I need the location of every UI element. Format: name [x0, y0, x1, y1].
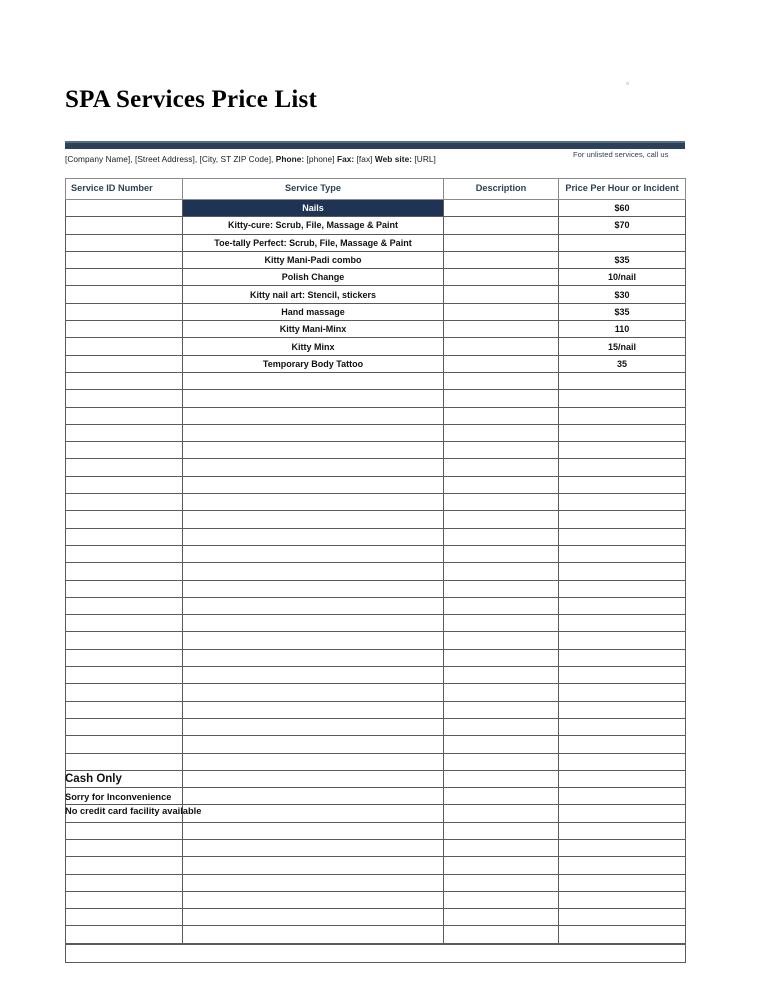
footer-line-1: Sorry for Inconvenience: [65, 792, 172, 802]
cell-empty[interactable]: [183, 528, 444, 545]
cell-empty[interactable]: [66, 701, 183, 718]
cell-empty[interactable]: [66, 909, 183, 926]
cell-empty[interactable]: [66, 632, 183, 649]
cell-empty[interactable]: [183, 926, 444, 944]
cell-description[interactable]: [444, 286, 559, 303]
cell-empty[interactable]: [559, 494, 686, 511]
cell-empty[interactable]: [183, 909, 444, 926]
cell-empty[interactable]: [66, 580, 183, 597]
cell-id[interactable]: [66, 338, 183, 355]
footer-line-2: No credit card facility available: [65, 806, 202, 816]
cell-empty[interactable]: [183, 788, 444, 805]
table-row-empty[interactable]: [66, 857, 686, 874]
phone-value: [phone]: [306, 154, 335, 164]
cell-empty[interactable]: [444, 909, 559, 926]
cell-price[interactable]: $70: [559, 217, 686, 234]
website-value: [URL]: [414, 154, 436, 164]
cell-empty[interactable]: [444, 736, 559, 753]
table-row-empty[interactable]: [66, 909, 686, 926]
cell-description[interactable]: [444, 234, 559, 251]
price-list-table: [65, 178, 686, 963]
table-row-empty[interactable]: [66, 528, 686, 545]
cell-empty[interactable]: [444, 718, 559, 735]
cell-description[interactable]: [444, 200, 559, 217]
cell-empty[interactable]: [183, 770, 444, 787]
cell-empty[interactable]: [183, 736, 444, 753]
table-row-empty[interactable]: [66, 545, 686, 562]
table-row-empty[interactable]: [66, 684, 686, 701]
cell-empty[interactable]: [66, 494, 183, 511]
cell-type[interactable]: Polish Change: [183, 269, 444, 286]
table-row-empty[interactable]: [66, 736, 686, 753]
cell-empty[interactable]: [66, 528, 183, 545]
fax-value: [fax]: [356, 154, 373, 164]
column-header-service-id: Service ID Number: [66, 179, 183, 200]
cell-empty[interactable]: [444, 701, 559, 718]
cell-empty[interactable]: [559, 701, 686, 718]
table-header-row: [66, 179, 686, 200]
street-address: [Street Address]: [134, 154, 195, 164]
table-row-empty[interactable]: [66, 891, 686, 908]
cell-empty[interactable]: [444, 753, 559, 770]
cell-empty[interactable]: [559, 909, 686, 926]
cell-empty[interactable]: [183, 615, 444, 632]
table-footer-cell: [66, 944, 686, 963]
cell-empty[interactable]: [66, 459, 183, 476]
cell-empty[interactable]: [183, 718, 444, 735]
table-footer-row: [66, 944, 686, 963]
cell-empty[interactable]: [183, 667, 444, 684]
cell-empty[interactable]: [444, 857, 559, 874]
table-row[interactable]: [66, 251, 686, 268]
cell-empty[interactable]: [444, 424, 559, 441]
table-row[interactable]: [66, 286, 686, 303]
column-header-price: Price Per Hour or Incident: [559, 179, 686, 200]
cell-empty[interactable]: [559, 597, 686, 614]
cell-price[interactable]: $35: [559, 303, 686, 320]
cell-empty[interactable]: [444, 372, 559, 389]
cell-empty[interactable]: [66, 407, 183, 424]
cell-empty[interactable]: [444, 476, 559, 493]
cell-empty[interactable]: [66, 563, 183, 580]
table-row-empty[interactable]: [66, 476, 686, 493]
cell-empty[interactable]: [559, 615, 686, 632]
cell-empty[interactable]: [66, 511, 183, 528]
cell-empty[interactable]: [183, 459, 444, 476]
column-header-description: Description: [444, 179, 559, 200]
cell-description[interactable]: [444, 338, 559, 355]
cell-empty[interactable]: [559, 563, 686, 580]
cell-empty[interactable]: [444, 390, 559, 407]
cell-empty[interactable]: [444, 632, 559, 649]
cell-empty[interactable]: [183, 511, 444, 528]
cell-empty[interactable]: [444, 891, 559, 908]
table-row-empty[interactable]: [66, 580, 686, 597]
cell-id[interactable]: [66, 200, 183, 217]
cell-empty[interactable]: [444, 615, 559, 632]
cell-empty[interactable]: [66, 390, 183, 407]
cell-empty[interactable]: [444, 684, 559, 701]
fax-label: Fax:: [336, 154, 355, 164]
cell-price[interactable]: 110: [559, 321, 686, 338]
cell-empty[interactable]: [66, 597, 183, 614]
table-row-empty[interactable]: [66, 649, 686, 666]
cell-empty[interactable]: [66, 649, 183, 666]
stray-artifact: [626, 82, 629, 85]
cell-empty[interactable]: [559, 891, 686, 908]
table-row-empty[interactable]: [66, 407, 686, 424]
cell-empty[interactable]: [66, 753, 183, 770]
cell-empty[interactable]: [444, 770, 559, 787]
cell-empty[interactable]: [559, 926, 686, 944]
cell-empty[interactable]: [66, 372, 183, 389]
cell-id[interactable]: [66, 303, 183, 320]
table-row[interactable]: [66, 303, 686, 320]
cell-empty[interactable]: [183, 442, 444, 459]
cell-description[interactable]: [444, 355, 559, 372]
table-row-empty[interactable]: [66, 615, 686, 632]
company-name: [Company Name]: [65, 154, 131, 164]
cell-empty[interactable]: [559, 372, 686, 389]
cell-empty[interactable]: [559, 511, 686, 528]
cell-empty[interactable]: [183, 597, 444, 614]
cell-empty[interactable]: [559, 580, 686, 597]
cell-empty[interactable]: [444, 511, 559, 528]
table-row[interactable]: [66, 217, 686, 234]
cell-type[interactable]: Hand massage: [183, 303, 444, 320]
table-row-empty[interactable]: [66, 563, 686, 580]
table-body: [66, 200, 686, 963]
table-row-empty[interactable]: [66, 390, 686, 407]
cell-empty[interactable]: [559, 528, 686, 545]
footer-block: [65, 773, 201, 820]
cell-empty[interactable]: [183, 857, 444, 874]
cell-empty[interactable]: [559, 649, 686, 666]
cell-type[interactable]: Kitty nail art: Stencil, stickers: [183, 286, 444, 303]
cell-empty[interactable]: [559, 545, 686, 562]
table-row-empty[interactable]: [66, 424, 686, 441]
cell-empty[interactable]: [66, 822, 183, 839]
table-row-empty[interactable]: [66, 822, 686, 839]
cell-empty[interactable]: [183, 580, 444, 597]
cell-empty[interactable]: [444, 494, 559, 511]
table-row-empty[interactable]: [66, 718, 686, 735]
cell-empty[interactable]: [66, 667, 183, 684]
cell-empty[interactable]: [559, 857, 686, 874]
cell-empty[interactable]: [444, 926, 559, 944]
cell-empty[interactable]: [183, 805, 444, 822]
cell-empty[interactable]: [444, 649, 559, 666]
cell-empty[interactable]: [444, 788, 559, 805]
cell-empty[interactable]: [559, 390, 686, 407]
cell-description[interactable]: [444, 217, 559, 234]
cell-empty[interactable]: [183, 407, 444, 424]
cell-type[interactable]: Kitty Minx: [183, 338, 444, 355]
cell-empty[interactable]: [444, 407, 559, 424]
cell-empty[interactable]: [183, 563, 444, 580]
cell-empty[interactable]: [183, 494, 444, 511]
cell-empty[interactable]: [559, 667, 686, 684]
cell-empty[interactable]: [66, 926, 183, 944]
cell-empty[interactable]: [444, 597, 559, 614]
table-row-empty[interactable]: [66, 494, 686, 511]
table-row-empty[interactable]: [66, 459, 686, 476]
table-row[interactable]: [66, 355, 686, 372]
cell-empty[interactable]: [183, 372, 444, 389]
phone-label: Phone:: [275, 154, 305, 164]
table-row-empty[interactable]: [66, 667, 686, 684]
cell-empty[interactable]: [183, 891, 444, 908]
cell-empty[interactable]: [444, 545, 559, 562]
cell-empty[interactable]: [183, 424, 444, 441]
cell-price[interactable]: 15/nail: [559, 338, 686, 355]
cell-empty[interactable]: [559, 476, 686, 493]
page-title: SPA Services Price List: [65, 86, 317, 113]
cell-type[interactable]: Kitty Mani-Padi combo: [183, 251, 444, 268]
cell-empty[interactable]: [183, 839, 444, 856]
cell-empty[interactable]: [183, 684, 444, 701]
cell-empty[interactable]: [559, 753, 686, 770]
cell-empty[interactable]: [66, 424, 183, 441]
cell-type[interactable]: Toe-tally Perfect: Scrub, File, Massage & Paint: [183, 234, 444, 251]
cell-empty[interactable]: [66, 736, 183, 753]
cell-type[interactable]: Nails: [183, 200, 444, 217]
table-head: [66, 179, 686, 200]
cell-empty[interactable]: [183, 701, 444, 718]
cell-empty[interactable]: [444, 822, 559, 839]
cell-empty[interactable]: [444, 528, 559, 545]
table-row[interactable]: [66, 338, 686, 355]
cell-empty[interactable]: [183, 390, 444, 407]
cell-empty[interactable]: [444, 805, 559, 822]
cell-price[interactable]: 35: [559, 355, 686, 372]
column-header-service-type: Service Type: [183, 179, 444, 200]
cell-empty[interactable]: [183, 632, 444, 649]
cell-description[interactable]: [444, 251, 559, 268]
cell-empty[interactable]: [444, 563, 559, 580]
cell-empty[interactable]: [559, 407, 686, 424]
cell-empty[interactable]: [66, 718, 183, 735]
cell-empty[interactable]: [559, 684, 686, 701]
cell-empty[interactable]: [444, 839, 559, 856]
cell-empty[interactable]: [66, 891, 183, 908]
table-row-empty[interactable]: [66, 632, 686, 649]
cell-description[interactable]: [444, 269, 559, 286]
cell-empty[interactable]: [66, 874, 183, 891]
table-row-empty[interactable]: [66, 753, 686, 770]
cell-empty[interactable]: [66, 615, 183, 632]
cell-description[interactable]: [444, 303, 559, 320]
cell-empty[interactable]: [183, 649, 444, 666]
cell-id[interactable]: [66, 355, 183, 372]
cell-empty[interactable]: [444, 459, 559, 476]
cell-empty[interactable]: [559, 736, 686, 753]
cell-empty[interactable]: [559, 788, 686, 805]
table-row-empty[interactable]: [66, 839, 686, 856]
cell-empty[interactable]: [66, 839, 183, 856]
cell-price[interactable]: 10/nail: [559, 269, 686, 286]
table-row-empty[interactable]: [66, 372, 686, 389]
cell-empty[interactable]: [444, 874, 559, 891]
cell-type[interactable]: Kitty Mani-Minx: [183, 321, 444, 338]
table-row-empty[interactable]: [66, 597, 686, 614]
table-row[interactable]: [66, 321, 686, 338]
cell-type[interactable]: Temporary Body Tattoo: [183, 355, 444, 372]
cell-empty[interactable]: [183, 822, 444, 839]
cell-empty[interactable]: [559, 770, 686, 787]
cell-empty[interactable]: [66, 476, 183, 493]
cell-id[interactable]: [66, 286, 183, 303]
cell-empty[interactable]: [559, 442, 686, 459]
cell-price[interactable]: $35: [559, 251, 686, 268]
cell-type[interactable]: Kitty-cure: Scrub, File, Massage & Paint: [183, 217, 444, 234]
table-row[interactable]: [66, 200, 686, 217]
cell-empty[interactable]: [183, 545, 444, 562]
cell-empty[interactable]: [559, 805, 686, 822]
cell-id[interactable]: [66, 269, 183, 286]
city-state-zip: [City, ST ZIP Code]: [199, 154, 272, 164]
cell-price[interactable]: $30: [559, 286, 686, 303]
cell-id[interactable]: [66, 234, 183, 251]
table-row-empty[interactable]: [66, 874, 686, 891]
cell-empty[interactable]: [559, 632, 686, 649]
cell-empty[interactable]: [66, 857, 183, 874]
cell-price[interactable]: $60: [559, 200, 686, 217]
contact-info-line: [Company Name], [Street Address], [City, ST ZIP Code], Phone: [phone] Fax: [fax] Web site: [URL]: [65, 154, 436, 164]
cell-empty[interactable]: [66, 442, 183, 459]
table-row[interactable]: [66, 234, 686, 251]
cell-empty[interactable]: [183, 476, 444, 493]
cell-description[interactable]: [444, 321, 559, 338]
cell-empty[interactable]: [559, 874, 686, 891]
cell-id[interactable]: [66, 321, 183, 338]
cell-empty[interactable]: [66, 684, 183, 701]
cell-price[interactable]: [559, 234, 686, 251]
website-label: Web site:: [374, 154, 413, 164]
cell-empty[interactable]: [559, 718, 686, 735]
cell-id[interactable]: [66, 217, 183, 234]
cell-empty[interactable]: [444, 442, 559, 459]
cell-id[interactable]: [66, 251, 183, 268]
cell-empty[interactable]: [444, 580, 559, 597]
table-row-empty[interactable]: [66, 926, 686, 944]
table-row-empty[interactable]: [66, 442, 686, 459]
table-row-empty[interactable]: [66, 511, 686, 528]
cell-empty[interactable]: [559, 424, 686, 441]
footer-title: Cash Only: [65, 773, 122, 785]
cell-empty[interactable]: [183, 753, 444, 770]
table-row[interactable]: [66, 269, 686, 286]
unlisted-services-note: For unlisted services, call us: [573, 150, 669, 159]
cell-empty[interactable]: [183, 874, 444, 891]
cell-empty[interactable]: [66, 545, 183, 562]
navy-rule-bar: [65, 141, 685, 149]
cell-empty[interactable]: [559, 822, 686, 839]
table-row-empty[interactable]: [66, 701, 686, 718]
cell-empty[interactable]: [559, 459, 686, 476]
cell-empty[interactable]: [444, 667, 559, 684]
cell-empty[interactable]: [559, 839, 686, 856]
